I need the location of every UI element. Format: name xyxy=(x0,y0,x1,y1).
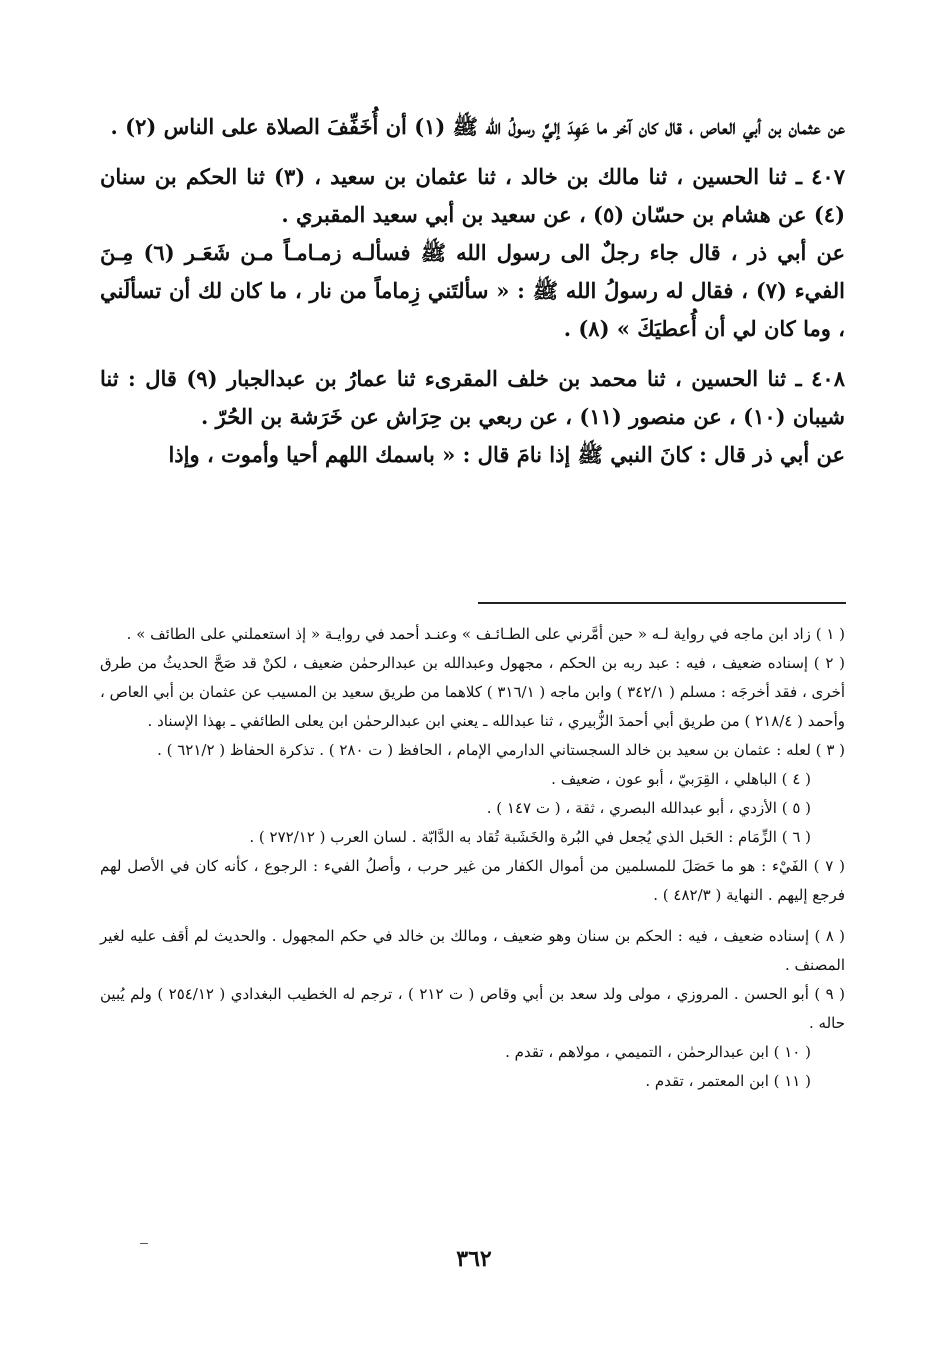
footnote-1: ( ١ ) زاد ابن ماجه في رواية لـه « حين أمَّرني على الطـائـف » وعنـد أحمد في روايـة « إذ استعملني على الطائف » . xyxy=(126,625,845,643)
isnad-paragraph: ٤٠٨ ـ ثنا الحسين ، ثنا محمد بن خلف المقرىء ثنا عمارُ بن عبدالجبار (٩) قال : ثنا شيبان (١٠) ، عن منصور (١١) ، عن ربعي بن حِرَاش عن خَرَشة بن الحُرّ . xyxy=(100,366,845,429)
footnote-6: ( ٦ ) الزِّمَام : الحَبل الذي يُجعل في البُرة والخَشَبة تُقاد به الدَّابّة . لسان العرب ( ٢٧٢/١٢ ) . xyxy=(249,828,811,846)
hadith-paragraph: عن أبي ذر قال : كانَ النبي ﷺ إذا نامَ قال : « باسمك اللهم أحيا وأموت ، وإذا xyxy=(168,442,845,467)
footnote-3: ( ٣ ) لعله : عثمان بن سعيد بن خالد السجستاني الدارمي الإمام ، الحافظ ( ت ٢٨٠ ) . تذكرة الحفاظ ( ٦٢١/٢ ) . xyxy=(157,741,845,759)
footnote-4: ( ٤ ) الباهلي ، القِرَبيّ ، أبو عون ، ضعيف . xyxy=(551,770,811,788)
page-number: ٣٦٢ xyxy=(456,1246,492,1272)
footnotes xyxy=(100,620,845,1096)
footnote-7: ( ٧ ) الفَيْء : هو ما حَصَلَ للمسلمين من أموال الكفار من غير حرب ، وأصلُ الفيء : الرجوع ، كأنه كان في الأصل لهم فرجع إليهم . النهاية ( ٤٨٢/٣ ) . xyxy=(100,857,846,904)
footnote-11: ( ١١ ) ابن المعتمر ، تقدم . xyxy=(645,1072,811,1090)
footnote-9: ( ٩ ) أبو الحسن . المروزي ، مولى ولد سعد بن أبي وقاص ( ت ٢١٢ ) ، ترجم له الخطيب البغدادي ( ٢٥٤/١٢ ) ولم يُبين حاله . xyxy=(100,985,845,1032)
footnote-8: ( ٨ ) إسناده ضعيف ، فيه : الحكم بن سنان وهو ضعيف ، ومالك بن خالد في حكم المجهول . والحديث لم أقف عليه لغير المصنف . xyxy=(100,927,846,974)
hadith-paragraph: عن عثمان بن أبي العاص ، قال كان آخر ما عَهِدَ إليَّ رسولُ الله ﷺ (١) أن أُخَفِّفَ الصلاة على الناس (٢) . xyxy=(110,114,845,139)
footnote-separator xyxy=(478,602,846,604)
footnote-5: ( ٥ ) الأزدي ، أبو عبدالله البصري ، ثقة ، ( ت ١٤٧ ) . xyxy=(486,799,811,817)
footnote-10: ( ١٠ ) ابن عبدالرحمٰن ، التميمي ، مولاهم ، تقدم . xyxy=(505,1043,811,1061)
main-text xyxy=(100,108,845,474)
hadith-paragraph: عن أبي ذر ، قال جاء رجلٌ الى رسول الله ﷺ فسألـه زمـامـاً مـن شَعَـر (٦) مِـنَ الفيء (٧) ، فقال له رسولُ الله ﷺ : « سألتَني زِماماً من نار ، ما كان لك أن تسألَني ، وما كان لي أن أُعطيَكَ » (٨) . xyxy=(100,240,845,341)
footnote-2: ( ٢ ) إسناده ضعيف ، فيه : عبد ربه بن الحكم ، مجهول وعبدالله بن عبدالرحمٰن ضعيف ، لكنْ قد صَحَّ الحديثُ من طرق أخرى ، فقد أخرجَه : مسلم ( ٣٤٢/١ ) وابن ماجه ( ٣١٦/١ ) كلاهما من طريق سعيد بن المسيب عن عثمان بن أبي العاص ، وأحمد ( ٢١٨/٤ ) من طريق أبي أحمدَ الزُّبيري ، ثنا عبدالله ـ يعني ابن عبدالرحمٰن ابن يعلى الطائفي ـ بهذا الإسناد . xyxy=(100,654,846,730)
isnad-paragraph: ٤٠٧ ـ ثنا الحسين ، ثنا مالك بن خالد ، ثنا عثمان بن سعيد ، (٣) ثنا الحكم بن سنان (٤) عن هشام بن حسّان (٥) ، عن سعيد بن أبي سعيد المقبري . xyxy=(100,164,845,227)
margin-mark xyxy=(140,1243,148,1244)
